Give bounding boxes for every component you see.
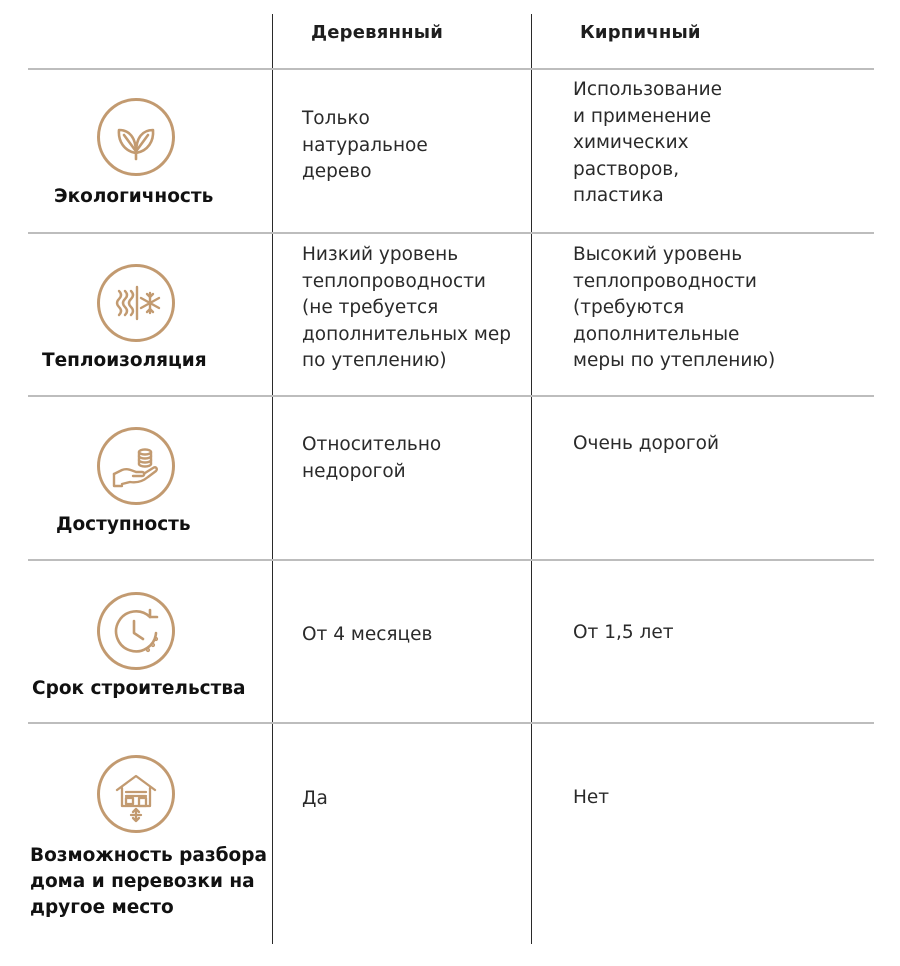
column-header-wood: Деревянный [311,22,444,43]
cell-ecology-wood: Только натуральное дерево [302,108,428,182]
row-divider [28,722,874,724]
cell-affordability-brick: Очень дорогой [573,433,719,454]
header-divider [28,68,874,70]
row-label-construction-time: Срок строительства [32,678,246,699]
cell-ecology-brick: Использование и применение химических растворов, пластика [573,79,723,206]
column-divider-right [531,14,532,944]
leaves-icon [97,98,175,176]
row-divider [28,395,874,397]
column-divider-left [272,14,273,944]
row-label-insulation: Теплоизоляция [42,350,207,371]
row-divider [28,559,874,561]
row-label-relocation: Возможность разбора дома и перевозки на другое место [30,845,267,918]
cell-relocation-wood: Да [302,788,328,809]
cell-relocation-brick: Нет [573,787,610,808]
clock-icon [97,592,175,670]
row-label-ecology: Экологичность [54,186,214,207]
row-label-affordability: Доступность [56,514,191,535]
cell-insulation-wood: Низкий уровень теплопроводности (не требуется дополнительных мер по утеплению) [302,244,511,371]
heat-snowflake-icon [97,264,175,342]
cell-construction-time-brick: От 1,5 лет [573,622,674,643]
row-divider [28,232,874,234]
house-move-icon [97,755,175,833]
cell-insulation-brick: Высокий уровень теплопроводности (требуются дополнительные меры по утеплению) [573,244,776,371]
cell-affordability-wood: Относительно недорогой [302,434,442,482]
column-header-brick: Кирпичный [580,22,701,43]
hand-coins-icon [97,427,175,505]
cell-construction-time-wood: От 4 месяцев [302,624,433,645]
